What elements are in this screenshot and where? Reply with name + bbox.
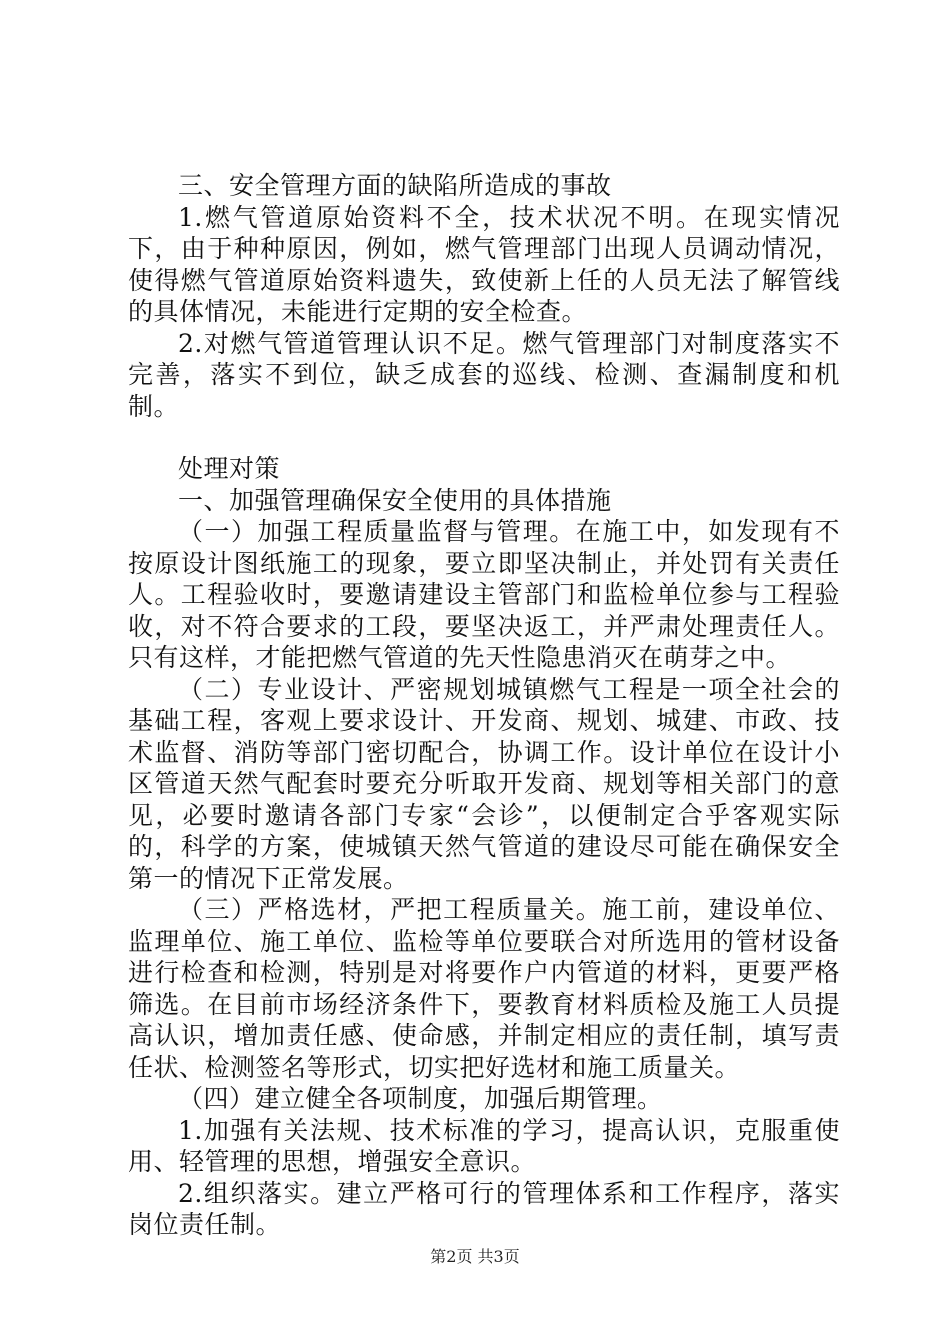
paragraph-measure-1: （一）加强工程质量监督与管理。在施工中，如发现有不按原设计图纸施工的现象，要立即坚决制止，并处罚有关责任人。工程验收时，要邀请建设主管部门和监检单位参与工程验收，对不符合要求的工段，要坚决返工，并严肃处理责任人。只有这样，才能把燃气管道的先天性隐患消灭在萌芽之中。 xyxy=(128,517,840,672)
document-body xyxy=(128,170,840,1241)
paragraph-item-2: 2.对燃气管道管理认识不足。燃气管理部门对制度落实不完善，落实不到位，缺乏成套的巡线、检测、查漏制度和机制。 xyxy=(128,328,840,421)
paragraph-measure-4-item-1: 1.加强有关法规、技术标准的学习，提高认识，克服重使用、轻管理的思想，增强安全意识。 xyxy=(128,1115,840,1176)
paragraph-measure-3: （三）严格选材，严把工程质量关。施工前，建设单位、监理单位、施工单位、监检等单位要联合对所选用的管材设备进行检查和检测，特别是对将要作户内管道的材料，更要严格筛选。在目前市场经济条件下，要教育材料质检及施工人员提高认识，增加责任感、使命感，并制定相应的责任制，填写责任状、检测签名等形式，切实把好选材和施工质量关。 xyxy=(128,895,840,1082)
paragraph-measure-4-item-2: 2.组织落实。建立严格可行的管理体系和工作程序，落实岗位责任制。 xyxy=(128,1178,840,1239)
page-number-footer: 第2页 共3页 xyxy=(430,1247,520,1266)
paragraph-measure-2: （二）专业设计、严密规划城镇燃气工程是一项全社会的基础工程，客观上要求设计、开发商、规划、城建、市政、技术监督、消防等部门密切配合，协调工作。设计单位在设计小区管道天然气配套时要充分听取开发商、规划等相关部门的意见，必要时邀请各部门专家“会诊”，以便制定合乎客观实际的，科学的方案，使城镇天然气管道的建设尽可能在确保安全第一的情况下正常发展。 xyxy=(128,674,840,893)
section-heading-safety-defects: 三、安全管理方面的缺陷所造成的事故 xyxy=(178,171,612,200)
section-heading-countermeasures: 处理对策 xyxy=(178,454,281,483)
subsection-heading-management: 一、加强管理确保安全使用的具体措施 xyxy=(178,485,612,515)
paragraph-measure-4: （四）建立健全各项制度，加强后期管理。 xyxy=(178,1084,663,1113)
paragraph-item-1: 1.燃气管道原始资料不全，技术状况不明。在现实情况下，由于种种原因，例如，燃气管理部门出现人员调动情况，使得燃气管道原始资料遗失，致使新上任的人员无法了解管线的具体情况，未能进行定期的安全检查。 xyxy=(128,202,840,326)
